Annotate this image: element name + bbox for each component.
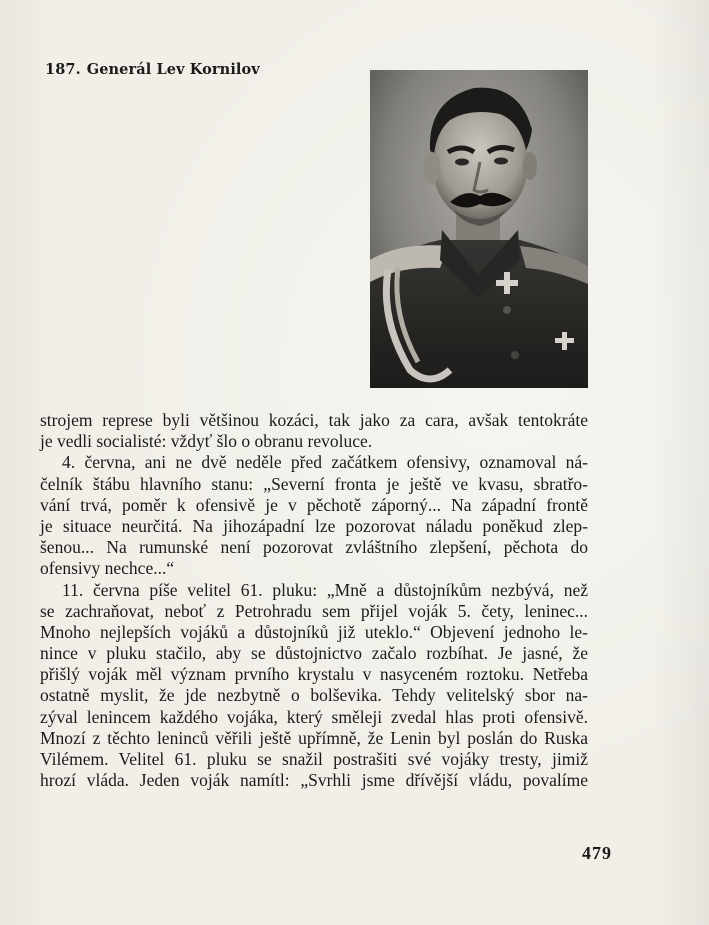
text-line: hrozí vláda. Jeden voják namítl: „Svrhli jsme dřívější vládu, povalíme (40, 770, 588, 791)
text-line: čelník štábu hlavního stanu: „Severní fronta je ještě ve kvasu, sbratřo- (40, 473, 588, 494)
portrait-illustration (370, 70, 588, 388)
text-line: Vilémem. Velitel 61. pluku se snažil postrašiti své vojáky tresty, jimiž (40, 749, 588, 769)
text-line: strojem represe byli většinou kozáci, tak jako za cara, avšak tentokráte (40, 410, 588, 430)
text-line: Mnoho nejlepších vojáků a důstojníků již uteklo.“ Objevení jednoho le- (40, 621, 588, 642)
text-line: se zachraňovat, neboť z Petrohradu sem přijel voják 5. čety, leninec... (40, 600, 588, 621)
text-line: 4. června, ani ne dvě neděle před začátkem ofensivy, oznamoval ná- (62, 452, 588, 473)
text-line: vání trvá, poměr k ofensivě je v pěchotě záporný... Na západní frontě (40, 494, 588, 515)
figure-title: Generál Lev Kornilov (86, 61, 260, 78)
page-number: 479 (582, 843, 612, 863)
text-line: nince v pluku stačilo, aby se důstojnictvo začalo rozbíhat. Je jasné, že (40, 643, 588, 664)
text-line: zýval lenincem každého vojáka, který směleji zvedal hlas proti ofensivě. (40, 706, 588, 727)
portrait-photo (370, 70, 588, 388)
text-line: je situace neurčitá. Na jihozápadní lze pozorovat náladu poněkud zlep- (40, 515, 588, 536)
text-line: přišlý voják měl význam prvního krystalu v nasyceném roztoku. Netřeba (40, 664, 588, 685)
body-text (40, 410, 588, 791)
text-line: 11. června píše velitel 61. pluku: „Mně a důstojníkům nezbývá, než (62, 579, 588, 600)
text-line: je vedli socialisté: vždyť šlo o obranu revoluce. (40, 431, 373, 452)
figure-caption (45, 61, 260, 78)
text-line: šenou... Na rumunské není pozorovat zvláštního zlepšení, pěchota do (40, 537, 588, 558)
text-line: ostatně myslit, že jde nezbytně o bolševika. Tehdy velitelský sbor na- (40, 685, 588, 706)
text-line: Mnozí z těchto leninců věřili ještě upřímně, že Lenin byl poslán do Ruska (40, 727, 588, 748)
figure-number: 187. (45, 61, 81, 78)
text-line: ofensivy nechce...“ (40, 558, 175, 579)
